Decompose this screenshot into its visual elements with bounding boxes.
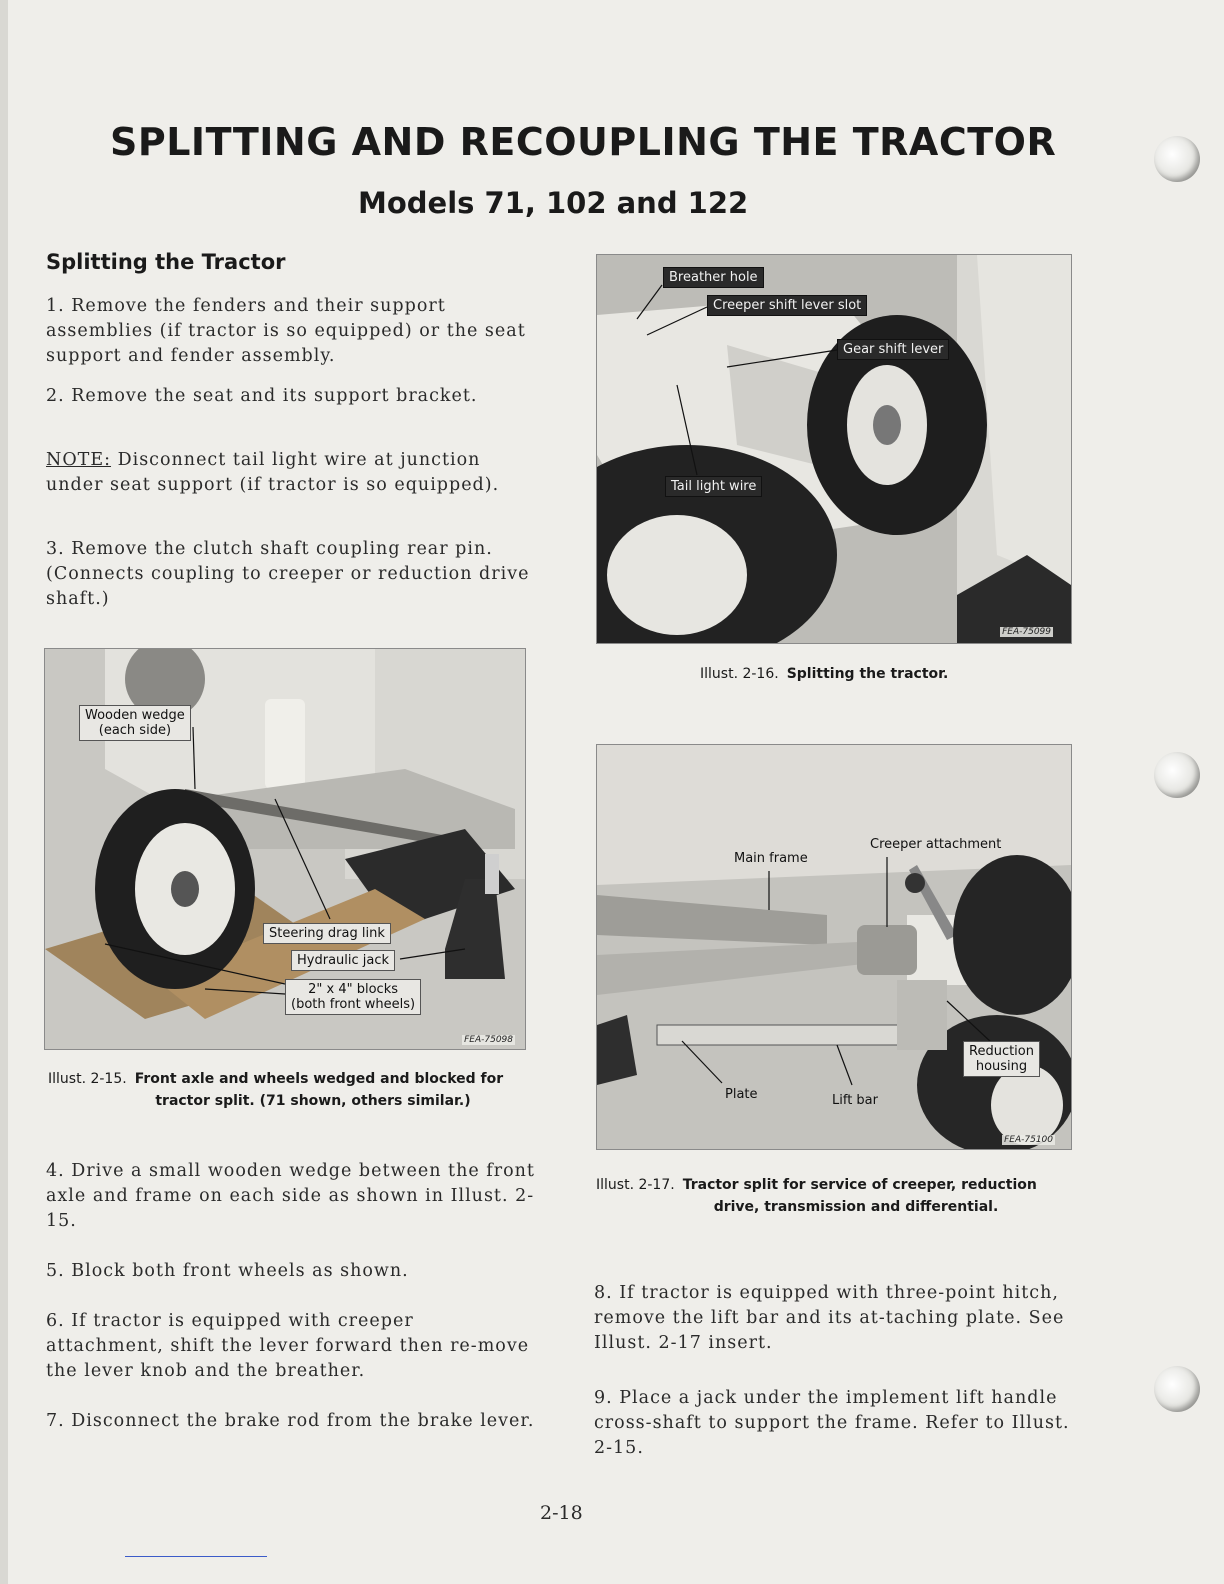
callout-wooden-wedge: Wooden wedge (each side) <box>79 705 191 741</box>
illust-16-caption: Illust. 2-16. Splitting the tractor. <box>700 666 949 682</box>
step-9: 9. Place a jack under the implement lift handle cross-shaft to support the frame. Refer to Illust. 2-15. <box>594 1388 1070 1458</box>
step-4: 4. Drive a small wooden wedge between the front axle and frame on each side as shown in Illust. 2-15. <box>46 1161 535 1231</box>
callout-creeper-attachment: Creeper attachment <box>870 837 1002 852</box>
callout-hydraulic-jack: Hydraulic jack <box>291 950 395 971</box>
footer-rule <box>125 1556 267 1557</box>
illust-17-caption: Illust. 2-17. Tractor split for service of creeper, reduction drive, transmission and differential. <box>596 1177 1037 1215</box>
step-6: 6. If tractor is equipped with creeper attachment, shift the lever forward then re-move the lever knob and the breather. <box>46 1311 530 1381</box>
callout-blocks: 2" x 4" blocks (both front wheels) <box>285 979 421 1015</box>
illust-17-figure-code: FEA-75100 <box>1004 1135 1053 1145</box>
step-5: 5. Block both front wheels as shown. <box>46 1261 409 1281</box>
illust-15-caption: Illust. 2-15. Front axle and wheels wedged and blocked for tractor split. (71 shown, others similar.) <box>48 1071 504 1109</box>
binder-hole-top <box>1154 136 1200 182</box>
note-label: NOTE: <box>46 450 112 470</box>
callout-reduction-housing: Reduction housing <box>963 1041 1040 1077</box>
binder-hole-middle <box>1154 752 1200 798</box>
note-text: Disconnect tail light wire at junction under seat support (if tractor is so equipped). <box>46 450 500 495</box>
callout-breather-hole: Breather hole <box>663 267 764 288</box>
callout-lift-bar: Lift bar <box>832 1093 878 1108</box>
section-heading: Splitting the Tractor <box>46 250 286 274</box>
illust-16-label: Illust. 2-16. <box>700 666 779 682</box>
step-8: 8. If tractor is equipped with three-point hitch, remove the lift bar and its at-taching plate. See Illust. 2-17 insert. <box>594 1283 1065 1353</box>
illust-15-figure-code: FEA-75098 <box>464 1035 513 1045</box>
binder-hole-bottom <box>1154 1366 1200 1412</box>
page-number: 2-18 <box>540 1502 583 1524</box>
illust-16-figure-code: FEA-75099 <box>1002 627 1051 637</box>
page-subtitle: Models 71, 102 and 122 <box>358 186 749 220</box>
callout-gear-shift-lever: Gear shift lever <box>837 339 949 360</box>
illust-17-label: Illust. 2-17. <box>596 1177 675 1193</box>
note <box>46 448 536 498</box>
illust-16-photo <box>596 254 1072 644</box>
callout-steering-drag-link: Steering drag link <box>263 923 391 944</box>
illust-15-photo <box>44 648 526 1050</box>
step-7: 7. Disconnect the brake rod from the brake lever. <box>46 1411 535 1431</box>
page-edge <box>0 0 8 1584</box>
callout-creeper-shift-lever-slot: Creeper shift lever slot <box>707 295 867 316</box>
step-2: 2. Remove the seat and its support bracket. <box>46 386 478 406</box>
callout-main-frame: Main frame <box>734 851 808 866</box>
step-1: 1. Remove the fenders and their support assemblies (if tractor is so equipped) or the seat support and fender assembly. <box>46 296 526 366</box>
illust-17-photo <box>596 744 1072 1150</box>
illust-15-label: Illust. 2-15. <box>48 1071 127 1087</box>
page-title: SPLITTING AND RECOUPLING THE TRACTOR <box>110 120 1057 164</box>
step-3: 3. Remove the clutch shaft coupling rear pin. (Connects coupling to creeper or reduction drive shaft.) <box>46 539 530 609</box>
callout-tail-light-wire: Tail light wire <box>665 476 762 497</box>
illust-17-drawing <box>597 745 1071 1149</box>
callout-plate: Plate <box>725 1087 758 1102</box>
